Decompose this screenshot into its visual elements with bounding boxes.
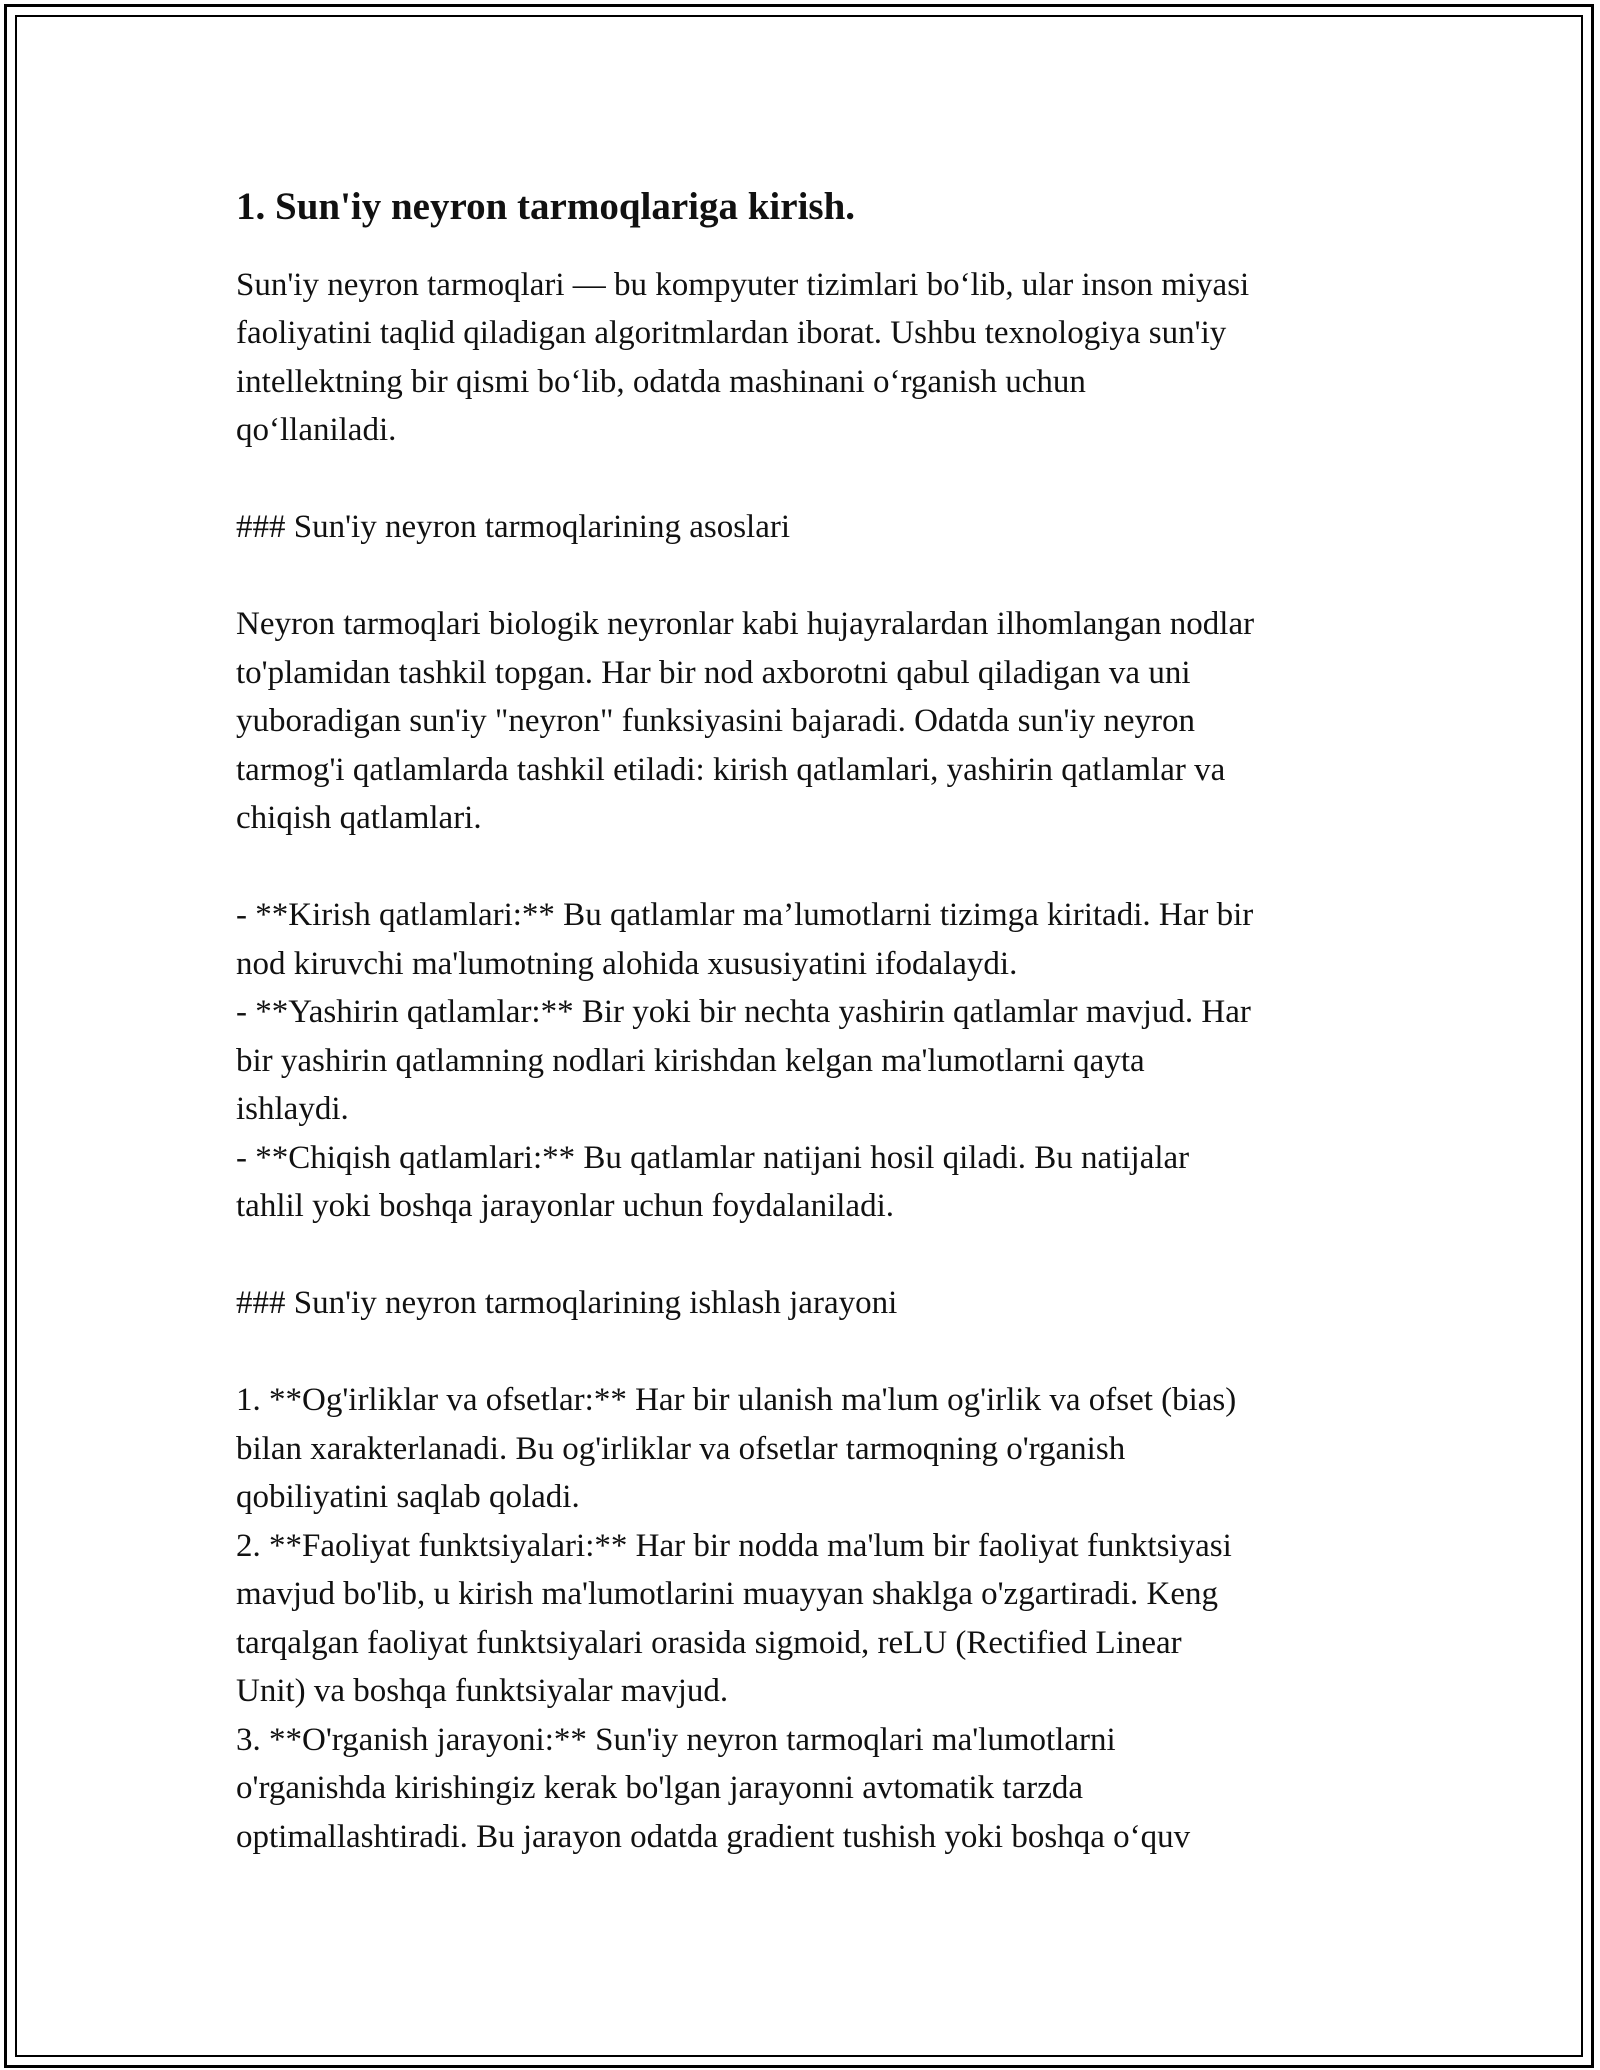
- process-list: 1. **Og'irliklar va ofsetlar:** Har bir ulanish ma'lum og'irlik va ofset (bias) bilan xarakterlanadi. Bu og'irliklar va ofsetlar tarmoqning o'rganish qobiliyatini saqlab qoladi. 2. **Faoliyat funktsiyalari:** Har bir nodda ma'lum bir faoliyat funktsiyasi mavjud bo'lib, u kirish ma'lumotlarini muayyan shaklga o'zgartiradi. Keng tarqalgan faoliyat funktsiyalari orasida sigmoid, reLU (Rectified Linear Unit) va boshqa funktsiyalar mavjud. 3. **O'rganish jarayoni:** Sun'iy neyron tarmoqlari ma'lumotlarni o'rganishda kirishingiz kerak bo'lgan jarayonni avtomatik tarzda optimallashtiradi. Bu jarayon odatda gradient tushish yoki boshqa o‘quv: [236, 1382, 1237, 1855]
- paragraph-spacer: [236, 843, 1386, 892]
- paragraph-spacer: [236, 1231, 1386, 1280]
- section-heading-process: ### Sun'iy neyron tarmoqlarining ishlash jarayoni: [236, 1285, 898, 1322]
- section-heading-basics: ### Sun'iy neyron tarmoqlarining asoslari: [236, 509, 791, 546]
- intro-paragraph: Sun'iy neyron tarmoqlari — bu kompyuter tizimlari bo‘lib, ular inson miyasi faoliyatini taqlid qiladigan algoritmlardan iborat. Ushbu texnologiya sun'iy intellektning bir qismi bo‘lib, odatda mashinani o‘rganish uchun qo‘llaniladi.: [236, 266, 1250, 449]
- paragraph-spacer: [236, 1328, 1386, 1377]
- document-body: [236, 184, 1386, 1861]
- page-title: 1. Sun'iy neyron tarmoqlariga kirish.: [236, 185, 856, 228]
- paragraph-spacer: [236, 455, 1386, 504]
- layers-list: - **Kirish qatlamlari:** Bu qatlamlar ma’lumotlarni tizimga kiritadi. Har bir nod kiruvchi ma'lumotning alohida xususiyatini ifodalaydi. - **Yashirin qatlamlar:** Bir yoki bir nechta yashirin qatlamlar mavjud. Har bir yashirin qatlamning nodlari kirishdan kelgan ma'lumotlarni qayta ishlaydi. - **Chiqish qatlamlari:** Bu qatlamlar natijani hosil qiladi. Bu natijalar tahlil yoki boshqa jarayonlar uchun foydalaniladi.: [236, 897, 1254, 1225]
- paragraph-spacer: [236, 552, 1386, 601]
- basics-paragraph: Neyron tarmoqlari biologik neyronlar kabi hujayralardan ilhomlangan nodlar to'plamidan tashkil topgan. Har bir nod axborotni qabul qiladigan va uni yuboradigan sun'iy "neyron" funksiyasini bajaradi. Odatda sun'iy neyron tarmog'i qatlamlarda tashkil etiladi: kirish qatlamlari, yashirin qatlamlar va chiqish qatlamlari.: [236, 606, 1255, 837]
